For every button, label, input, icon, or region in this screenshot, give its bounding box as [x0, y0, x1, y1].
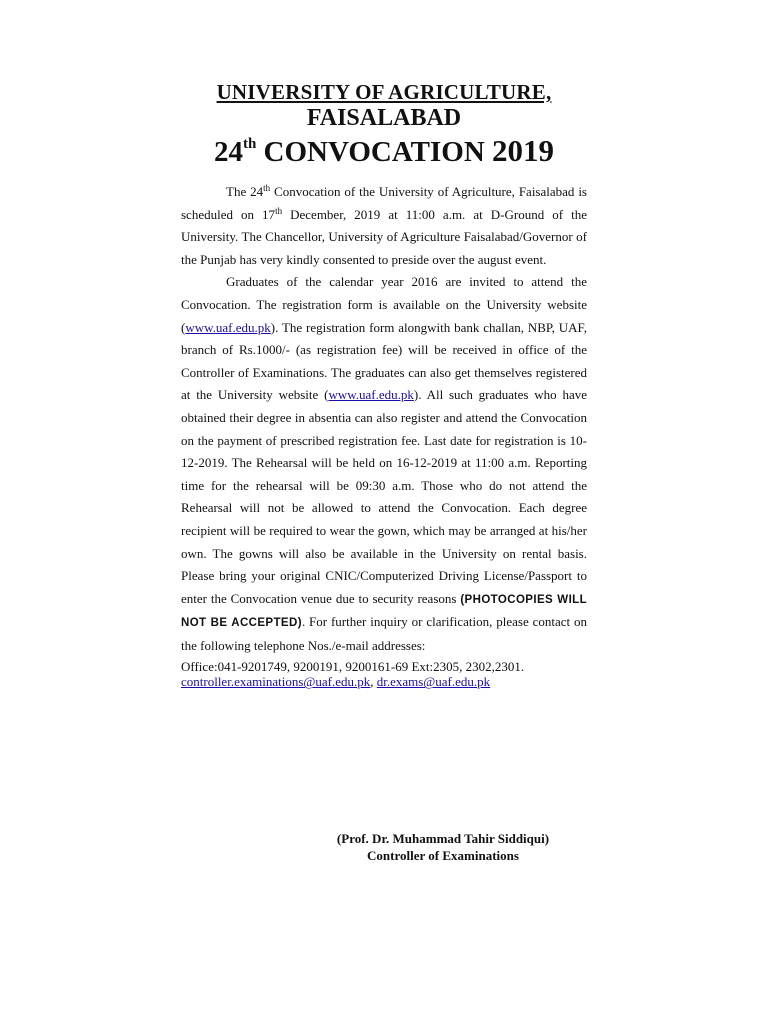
website-link[interactable]: www.uaf.edu.pk [185, 319, 271, 335]
para1-sup-1: th [263, 183, 271, 193]
signatory-name: (Prof. Dr. Muhammad Tahir Siddiqui) [336, 831, 550, 846]
signatory-title: Controller of Examinations [367, 848, 519, 863]
convocation-number: 24 [213, 136, 243, 168]
convocation-suffix: th [242, 136, 257, 152]
letterhead [181, 80, 587, 170]
para1-text-3: December, 2019 at 11:00 a.m. at D-Ground of the University. The Chancellor, University of Agriculture Faisalabad/Governor of the Punjab has very kindly consented to preside over the august event. [181, 206, 587, 267]
signature-block [300, 830, 586, 864]
controller-email-link[interactable]: controller.examinations@uaf.edu.pk [181, 674, 371, 690]
para2-text-1: Graduates of the calendar year 2016 are invited to attend the Convocation. The registration form is available on the University website ( [181, 274, 587, 335]
paragraph-registration [181, 271, 587, 657]
convocation-word: CONVOCATION [263, 136, 485, 168]
para1-text-1: The 24 [226, 184, 264, 199]
city-name: FAISALABAD [306, 105, 462, 131]
convocation-title [181, 133, 587, 170]
convocation-year: 2019 [492, 133, 555, 168]
notice-body [181, 181, 587, 689]
para1-sup-2: th [275, 205, 283, 216]
university-name: UNIVERSITY OF AGRICULTURE, [216, 80, 552, 104]
para2-text-4: . For further inquiry or clarification, please contact on the following telephone Nos./e-mail addresses: [181, 614, 587, 653]
paragraph-schedule [181, 181, 587, 271]
para2-text-2: ). The registration form alongwith bank challan, NBP, UAF, branch of Rs.1000/- (as registration fee) will be received in office of the Controller of Examinations. The graduates can also get themselves registered at the University website ( [181, 319, 587, 403]
photocopies-warning: (PHOTOCOPIES WILL NOT BE ACCEPTED) [181, 593, 588, 630]
website-link-2[interactable]: www.uaf.edu.pk [328, 387, 414, 403]
para1-text-2: Convocation of the University of Agriculture, Faisalabad is scheduled on 17 [181, 184, 587, 222]
exams-email-link[interactable]: dr.exams@uaf.edu.pk [376, 674, 491, 690]
email-separator: , [370, 674, 377, 690]
para2-text-3: ). All such graduates who have obtained their degree in absentia can also register and attend the Convocation on the payment of prescribed registration fee. Last date for registration is 10-12-2019. The Rehearsal will be held on 16-12-2019 at 11:00 a.m. Reporting time for the rehearsal will be 09:30 a.m. Those who do not attend the Rehearsal will not be allowed to attend the Convocation. Each degree recipient will be required to wear the gown, which may be arranged at his/her own. The gowns will also be available in the University on rental basis. Please bring your original CNIC/Computerized Driving License/Passport to enter the Convocation venue due to security reasons [181, 387, 587, 606]
office-phone-numbers: Office:041-9201749, 9200191, 9200161-69 Ext:2305, 2302,2301. [181, 659, 525, 675]
email-addresses [181, 674, 587, 689]
